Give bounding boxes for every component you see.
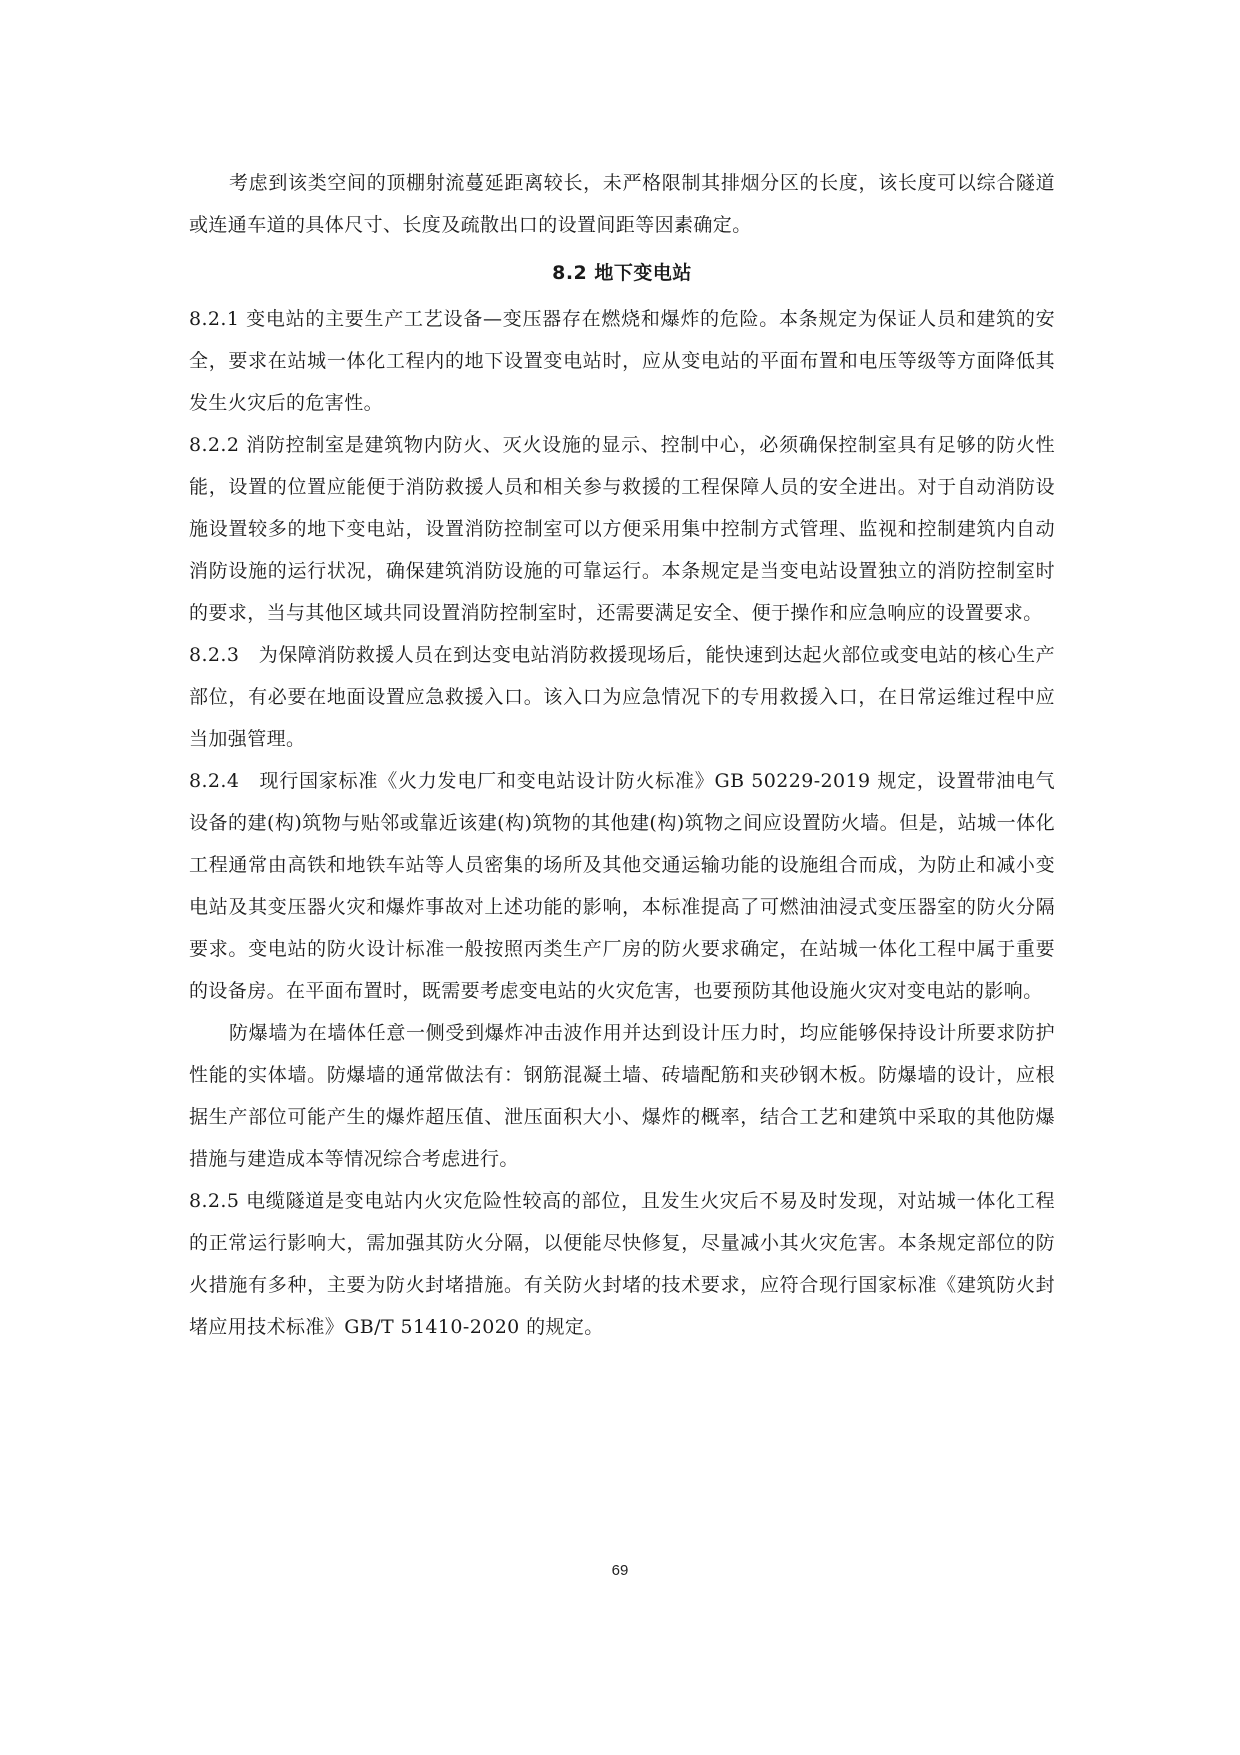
intro-paragraph: 考虑到该类空间的顶棚射流蔓延距离较长，未严格限制其排烟分区的长度，该长度可以综合隧道或连通车道的具体尺寸、长度及疏散出口的设置间距等因素确定。	[189, 172, 1055, 236]
section-heading: 8.2 地下变电站	[552, 262, 692, 284]
clause-8-2-2: 8.2.2 消防控制室是建筑物内防火、灭火设施的显示、控制中心，必须确保控制室具有足够的防火性能，设置的位置应能便于消防救援人员和相关参与救援的工程保障人员的安全进出。对于自动消防设施设置较多的地下变电站，设置消防控制室可以方便采用集中控制方式管理、监视和控制建筑内自动消防设施的运行状况，确保建筑消防设施的可靠运行。本条规定是当变电站设置独立的消防控制室时的要求，当与其他区域共同设置消防控制室时，还需要满足安全、便于操作和应急响应的设置要求。	[189, 434, 1055, 624]
page-content	[189, 162, 1055, 1348]
explosion-wall-paragraph: 防爆墙为在墙体任意一侧受到爆炸冲击波作用并达到设计压力时，均应能够保持设计所要求防护性能的实体墙。防爆墙的通常做法有：钢筋混凝土墙、砖墙配筋和夹砂钢木板。防爆墙的设计，应根据生产部位可能产生的爆炸超压值、泄压面积大小、爆炸的概率，结合工艺和建筑中采取的其他防爆措施与建造成本等情况综合考虑进行。	[189, 1022, 1055, 1170]
clause-8-2-3: 8.2.3 为保障消防救援人员在到达变电站消防救援现场后，能快速到达起火部位或变电站的核心生产部位，有必要在地面设置应急救援入口。该入口为应急情况下的专用救援入口，在日常运维过程中应当加强管理。	[189, 644, 1055, 750]
clause-8-2-4: 8.2.4 现行国家标准《火力发电厂和变电站设计防火标准》GB 50229-2019 规定，设置带油电气设备的建(构)筑物与贴邻或靠近该建(构)筑物的其他建(构)筑物之间应设置防火墙。但是，站城一体化工程通常由高铁和地铁车站等人员密集的场所及其他交通运输功能的设施组合而成，为防止和减小变电站及其变压器火灾和爆炸事故对上述功能的影响，本标准提高了可燃油油浸式变压器室的防火分隔要求。变电站的防火设计标准一般按照丙类生产厂房的防火要求确定，在站城一体化工程中属于重要的设备房。在平面布置时，既需要考虑变电站的火灾危害，也要预防其他设施火灾对变电站的影响。	[189, 770, 1055, 1002]
page-number: 69	[611, 1562, 629, 1579]
clause-8-2-5: 8.2.5 电缆隧道是变电站内火灾危险性较高的部位，且发生火灾后不易及时发现，对站城一体化工程的正常运行影响大，需加强其防火分隔，以便能尽快修复，尽量减小其火灾危害。本条规定部位的防火措施有多种，主要为防火封堵措施。有关防火封堵的技术要求，应符合现行国家标准《建筑防火封堵应用技术标准》GB/T 51410-2020 的规定。	[189, 1190, 1055, 1338]
clause-8-2-1: 8.2.1 变电站的主要生产工艺设备—变压器存在燃烧和爆炸的危险。本条规定为保证人员和建筑的安全，要求在站城一体化工程内的地下设置变电站时，应从变电站的平面布置和电压等级等方面降低其发生火灾后的危害性。	[189, 308, 1055, 414]
